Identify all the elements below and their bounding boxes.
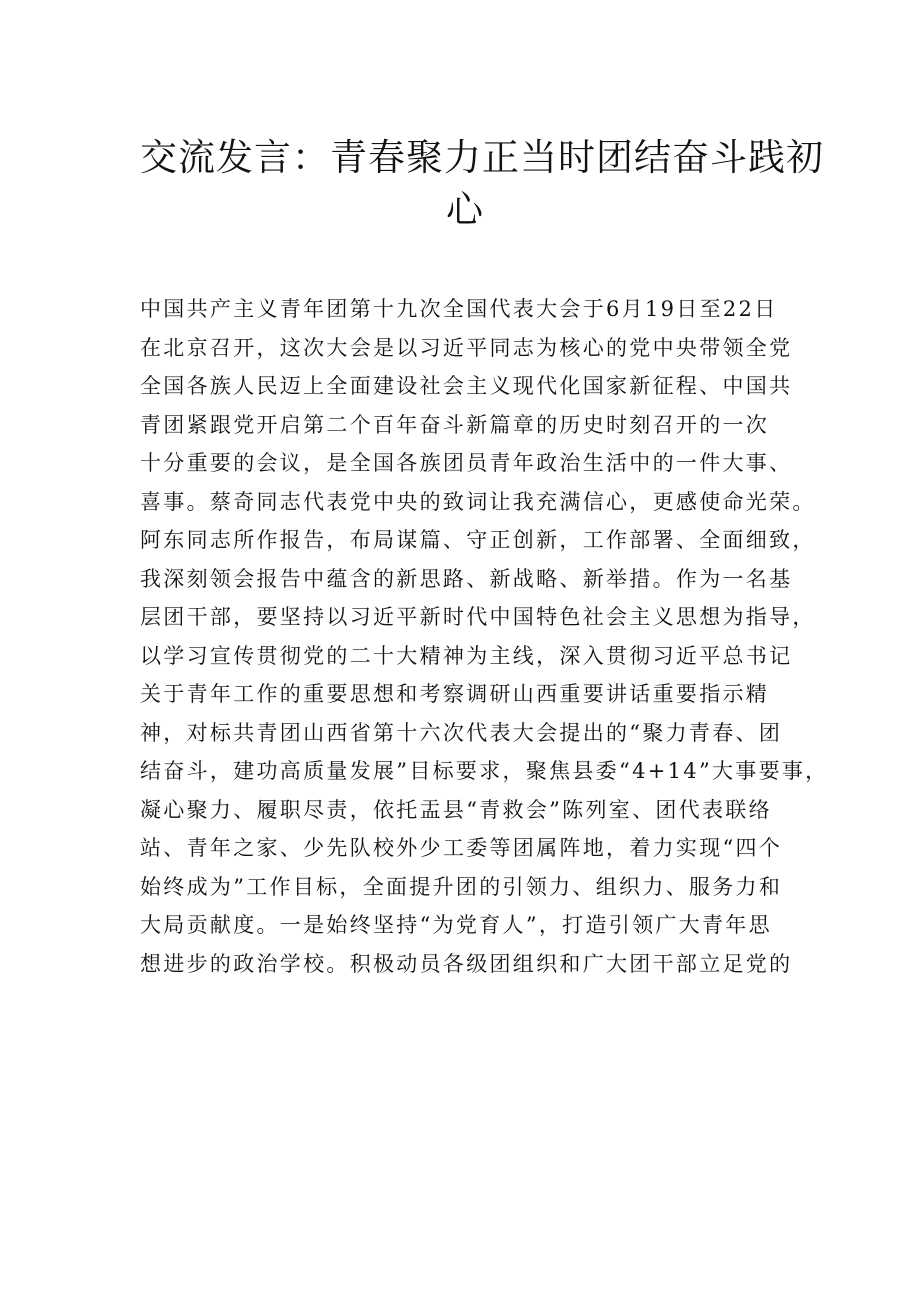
- body-line: 关于青年工作的重要思想和考察调研山西重要讲话重要指示精: [140, 682, 770, 706]
- body-line: 我深刻领会报告中蕴含的新思路、新战略、新举措。作为一名基: [140, 566, 793, 591]
- body-line: 全国各族人民迈上全面建设社会主义现代化国家新征程、中国共: [140, 374, 793, 398]
- body-line: 层团干部，要坚持以习近平新时代中国特色社会主义思想为指导，: [140, 605, 816, 629]
- title-line: 心: [446, 188, 484, 231]
- body-line: 在北京召开，这次大会是以习近平同志为核心的党中央带领全党: [140, 335, 793, 360]
- body-line: 青团紧跟党开启第二个百年奋斗新篇章的历史时刻召开的一次: [140, 412, 770, 437]
- body-line: 大局贡献度。一是始终坚持“为党育人”，打造引领广大青年思: [140, 913, 772, 937]
- body-line: 凝心聚力、履职尽责，依托盂县“青救会”陈列室、团代表联络: [140, 797, 772, 822]
- body-line: 中国共产主义青年团第十九次全国代表大会于6月19日至22日: [140, 297, 778, 321]
- body-line: 十分重要的会议，是全国各族团员青年政治生活中的一件大事、: [140, 451, 793, 475]
- body-line: 站、青年之家、少先队校外少工委等团属阵地，着力实现“四个: [140, 836, 783, 860]
- body-line: 想进步的政治学校。积极动员各级团组织和广大团干部立足党的: [140, 951, 793, 976]
- document-title: [140, 132, 824, 236]
- title-line: 交流发言：青春聚力正当时团结奋斗践初: [140, 136, 824, 179]
- body-line: 喜事。蔡奇同志代表党中央的致词让我充满信心，更感使命光荣。: [140, 489, 816, 514]
- body-line: 以学习宣传贯彻党的二十大精神为主线，深入贯彻习近平总书记: [140, 643, 793, 668]
- body-line: 阿东同志所作报告，布局谋篇、守正创新，工作部署、全面细致，: [140, 528, 816, 552]
- body-line: 结奋斗，建功高质量发展”目标要求，聚焦县委“4+14”大事要事，: [140, 759, 829, 783]
- body-line: 神，对标共青团山西省第十六次代表大会提出的“聚力青春、团: [140, 720, 783, 745]
- body-line: 始终成为”工作目标，全面提升团的引领力、组织力、服务力和: [140, 874, 783, 899]
- document-body: [140, 290, 829, 983]
